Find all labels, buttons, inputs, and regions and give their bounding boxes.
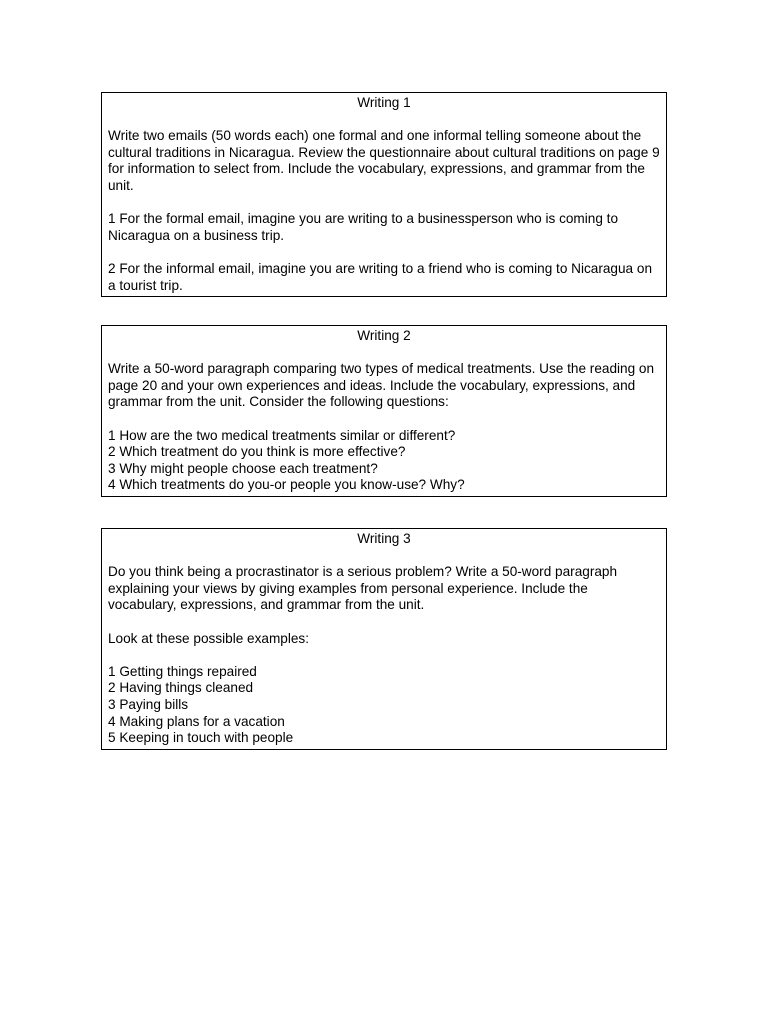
writing-2-instructions: Write a 50-word paragraph comparing two types of medical treatments. Use the reading on page 20 and your own experiences and ideas. Include the vocabulary, expressions, and grammar from the unit. Consider the following questions:: [108, 361, 655, 410]
writing-3-examples-intro: Look at these possible examples:: [108, 630, 310, 646]
writing-3-instructions: Do you think being a procrastinator is a serious problem? Write a 50-word paragraph explaining your views by giving examples from personal experience. Include the vocabulary, expressions, and grammar from the unit.: [108, 564, 618, 613]
list-item: 1 Getting things repaired: [108, 663, 257, 679]
list-item: 3 Paying bills: [108, 696, 189, 712]
writing-3-title: Writing 3: [357, 531, 411, 546]
writing-2-box: [101, 325, 667, 497]
list-item: 4 Which treatments do you-or people you know-use? Why?: [108, 477, 465, 493]
writing-2-questions: [102, 428, 666, 494]
list-item: 5 Keeping in touch with people: [108, 730, 294, 746]
writing-1-formal-email: 1 For the formal email, imagine you are writing to a businessperson who is coming to Nicaragua on a business trip.: [108, 211, 619, 243]
writing-2-title: Writing 2: [357, 328, 411, 343]
list-item: 2 Having things cleaned: [108, 680, 254, 696]
writing-1-title: Writing 1: [357, 95, 411, 110]
writing-1-instructions: Write two emails (50 words each) one formal and one informal telling someone about the cultural traditions in Nicaragua. Review the questionnaire about cultural traditions on page 9 for information to select from. Include the vocabulary, expressions, and grammar from the unit.: [108, 128, 660, 193]
list-item: 3 Why might people choose each treatment?: [108, 460, 378, 476]
list-item: 2 Which treatment do you think is more effective?: [108, 444, 406, 460]
list-item: 4 Making plans for a vacation: [108, 713, 285, 729]
writing-1-informal-email: 2 For the informal email, imagine you are writing to a friend who is coming to Nicaragua on a tourist trip.: [108, 260, 653, 293]
writing-3-box: [101, 528, 667, 750]
list-item: 1 How are the two medical treatments similar or different?: [108, 427, 456, 443]
writing-1-box: [101, 92, 667, 297]
writing-3-examples: [102, 664, 666, 747]
